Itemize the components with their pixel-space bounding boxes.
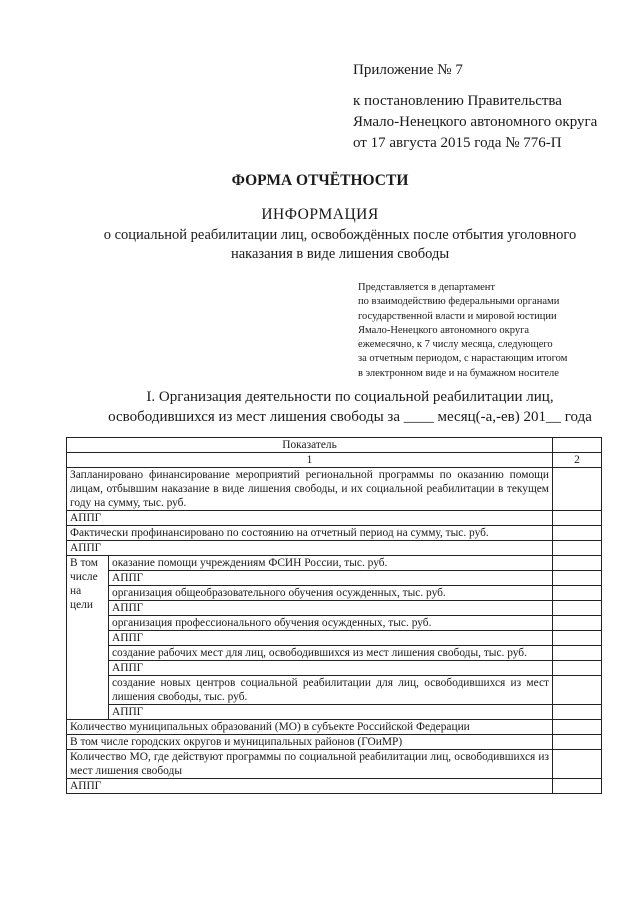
submission-note-line: Представляется в департамент: [358, 282, 495, 293]
table-row: [67, 468, 602, 511]
table-row: [67, 705, 602, 720]
submission-note-line: в электронном виде и на бумажном носителе: [358, 367, 559, 379]
appendix-line-1: к постановлению Правительства: [353, 93, 562, 109]
value-cell[interactable]: [553, 720, 602, 735]
value-cell[interactable]: [553, 526, 602, 541]
value-cell[interactable]: [553, 556, 602, 571]
appendix-line-3: от 17 августа 2015 года № 776-П: [353, 135, 562, 151]
submission-note: [358, 281, 567, 381]
table-number-row: [67, 453, 602, 468]
table-row: [67, 735, 602, 750]
appendix-line-2: Ямало-Ненецкого автономного округа: [353, 114, 598, 130]
row-sub-general-education: организация общеобразовательного обучения осужденных, тыс. руб.: [109, 586, 553, 601]
value-cell[interactable]: [553, 571, 602, 586]
appendix-block: [353, 60, 597, 154]
including-label: В том числе на цели: [67, 556, 109, 720]
table-row: [67, 779, 602, 794]
submission-note-line: ежемесячно, к 7 числу месяца, следующего: [358, 339, 553, 351]
row-sub-workplaces: создание рабочих мест для лиц, освободившихся из мест лишения свободы, тыс. руб.: [109, 646, 553, 661]
row-municipalities-count: Количество муниципальных образований (МО) в субъекте Российской Федерации: [67, 720, 553, 735]
row-mo-with-programs: Количество МО, где действуют программы по социальной реабилитации лиц, освободившихся из мест лишения свободы: [67, 750, 553, 779]
row-appg: АППГ: [67, 511, 553, 526]
submission-note-line: по взаимодействию федеральными органами: [358, 296, 560, 308]
row-appg: АППГ: [109, 705, 553, 720]
table-row: [67, 571, 602, 586]
row-appg: АППГ: [109, 571, 553, 586]
report-table: [66, 437, 602, 794]
value-cell[interactable]: [553, 468, 602, 511]
row-sub-professional-education: организация профессионального обучения осужденных, тыс. руб.: [109, 616, 553, 631]
table-row: [67, 720, 602, 735]
header-value-cell: [553, 438, 602, 453]
section-heading-line-1: I. Организация деятельности по социальной реабилитации лиц,: [146, 389, 554, 405]
table-row: [67, 750, 602, 779]
value-cell[interactable]: [553, 646, 602, 661]
value-cell[interactable]: [553, 661, 602, 676]
table-row: [67, 526, 602, 541]
row-appg: АППГ: [109, 631, 553, 646]
form-title: ФОРМА ОТЧЁТНОСТИ: [231, 172, 409, 189]
table-row: [67, 511, 602, 526]
section-heading: [60, 387, 640, 427]
column-number-2: 2: [553, 453, 602, 468]
submission-note-line: государственной власти и мировой юстиции: [358, 310, 557, 322]
row-goimr-count: В том числе городских округов и муниципальных районов (ГОиМР): [67, 735, 553, 750]
submission-note-line: Ямало-Ненецкого автономного округа: [358, 324, 530, 336]
row-sub-new-centers: создание новых центров социальной реабилитации для лиц, освободившихся из мест лишения свободы, тыс. руб.: [109, 676, 553, 705]
row-actual-financing: Фактически профинансировано по состоянию на отчетный период на сумму, тыс. руб.: [67, 526, 553, 541]
value-cell[interactable]: [553, 735, 602, 750]
table-row: [67, 631, 602, 646]
table-row: [67, 556, 602, 571]
row-appg: АППГ: [67, 779, 553, 794]
section-heading-line-2: освободившихся из мест лишения свободы за ____ месяц(-а,-ев) 201__ года: [108, 409, 592, 425]
info-subtitle: о социальной реабилитации лиц, освобождённых после отбытия уголовного наказания в виде лишения свободы: [103, 227, 577, 262]
value-cell[interactable]: [553, 779, 602, 794]
row-appg: АППГ: [67, 541, 553, 556]
column-number-1: 1: [67, 453, 553, 468]
value-cell[interactable]: [553, 511, 602, 526]
table-row: [67, 646, 602, 661]
table-row: [67, 586, 602, 601]
table-row: [67, 676, 602, 705]
value-cell[interactable]: [553, 616, 602, 631]
value-cell[interactable]: [553, 601, 602, 616]
table-row: [67, 541, 602, 556]
row-appg: АППГ: [109, 661, 553, 676]
table-row: [67, 601, 602, 616]
value-cell[interactable]: [553, 705, 602, 720]
table-row: [67, 616, 602, 631]
appendix-number: Приложение № 7: [353, 62, 463, 78]
table-header-row: [67, 438, 602, 453]
submission-note-line: за отчетным периодом, с нарастающим итогом: [358, 353, 568, 365]
table-row: [67, 661, 602, 676]
value-cell[interactable]: [553, 586, 602, 601]
row-sub-fsin-aid: оказание помощи учреждениям ФСИН России, тыс. руб.: [109, 556, 553, 571]
row-appg: АППГ: [109, 601, 553, 616]
header-indicator: Показатель: [67, 438, 553, 453]
info-title: ИНФОРМАЦИЯ: [261, 206, 379, 223]
value-cell[interactable]: [553, 676, 602, 705]
value-cell[interactable]: [553, 750, 602, 779]
row-planned-financing: Запланировано финансирование мероприятий региональной программы по оказанию помощи лицам, отбывшим наказание в виде лишения свободы, и их социальной реабилитации в текущем году на сумму, тыс. руб.: [67, 468, 553, 511]
value-cell[interactable]: [553, 631, 602, 646]
value-cell[interactable]: [553, 541, 602, 556]
